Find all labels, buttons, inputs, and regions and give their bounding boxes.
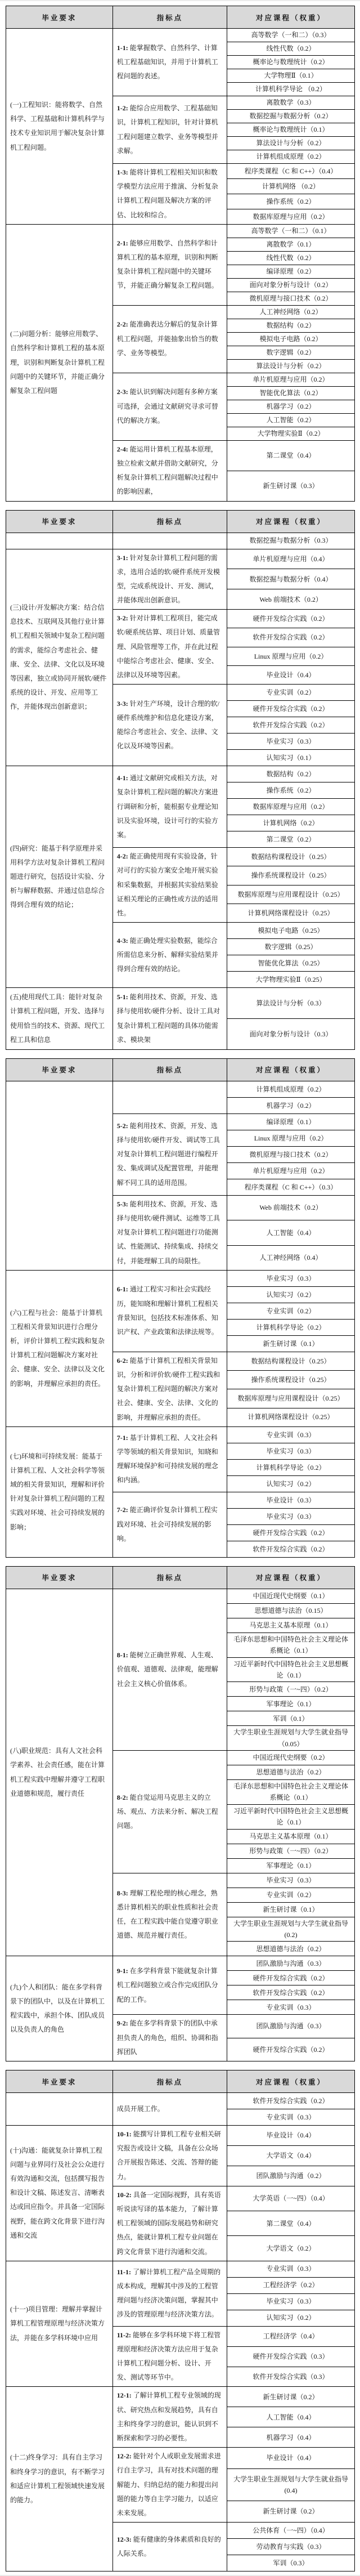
- course-cell: 计算机科学导论（0.2）: [227, 1459, 355, 1475]
- course-cell: 硬件开发综合实践（0.2）: [227, 2038, 355, 2061]
- course-cell: 毕业实习（0.3）: [227, 2293, 355, 2310]
- indicator-text: 理解工程伦理的核心理念，熟悉计算机相关的职业性质和社会责任，在工程实践中能自觉遵守职业道德、规范并履行责任。: [116, 1889, 218, 1940]
- graduation-requirements-table-3: [6, 1058, 355, 1558]
- course-cell: 模拟电子电路（0.25）: [227, 923, 355, 939]
- course-cell: 第二课堂（0.2）: [227, 831, 355, 848]
- indicator-text: 能有健康的身体素质和良好的人际关系。: [116, 2535, 221, 2558]
- course-cell: 认知实习（0.1）: [227, 750, 355, 766]
- indicator-cell: [112, 2387, 227, 2448]
- course-cell: 数据挖掘与数据分析（0.4）: [227, 569, 355, 589]
- course-cell: 形势与政策（一~四）（0.2）: [227, 1682, 355, 1697]
- graduation-requirements-table-4: [6, 1566, 355, 2061]
- course-cell: 军训（0.1）: [227, 1711, 355, 1726]
- course-cell: 软件开发综合实践（0.2）: [227, 717, 355, 734]
- course-cell: 军训（0.3）: [227, 2555, 355, 2571]
- course-cell: 智能优化算法（0.25）: [227, 955, 355, 972]
- course-cell: 智能优化算法（0.2）: [227, 386, 355, 400]
- course-cell: 大学英语（一~四）（0.4）: [227, 2186, 355, 2211]
- course-cell: 专业实训（0.2）: [227, 1888, 355, 1902]
- indicator-number: 10-1:: [116, 2130, 133, 2138]
- course-cell: 硬件开发综合实践（0.2）: [227, 1971, 355, 1985]
- indicator-text: 能掌握数学、自然科学、计算机工程基础知识，并用于计算机工程问题的表述。: [116, 43, 218, 80]
- table-row: [6, 2387, 355, 2407]
- column-header-3: 对应课程（权重）: [227, 2070, 355, 2093]
- indicator-number: 2-3:: [116, 388, 130, 396]
- course-cell: 算法设计与分析（0.2）: [227, 137, 355, 150]
- indicator-cell: [112, 1081, 227, 1113]
- indicator-text: 能准确表达分解后的复杂计算机工程问题，并能抽象出恰当的数学、业务等模型。: [116, 320, 218, 357]
- course-cell: 大学物理实验Ⅱ（0.25）: [227, 972, 355, 988]
- course-cell: 数据挖掘与数据分析（0.2）: [227, 110, 355, 123]
- course-cell: 操作系统课程设计（0.25）: [227, 1371, 355, 1389]
- indicator-number: 11-1:: [116, 2268, 133, 2276]
- indicator-number: 6-1:: [116, 1285, 130, 1294]
- column-header-3: 对应课程（权重）: [227, 1058, 355, 1081]
- indicator-number: 7-1:: [116, 1433, 130, 1442]
- course-cell: 数据结构（0.2）: [227, 766, 355, 782]
- requirement-cell: [6, 2093, 113, 2126]
- table-row: [6, 988, 355, 1019]
- requirement-cell: (三)设计/开发解决方案：结合信息技术、互联网及其他行业计算机工程相关领域中复杂工程问题的需求，能综合考虑社会、健康、安全、法律、文化以及环境等因素，独立或协同开展软/硬件系统的设计、开发、应用等工作，并能体现出创新意识；: [6, 549, 113, 766]
- requirement-cell: (二)问题分析：能够应用数学、自然科学和计算机工程的基本原理，识别和判断复杂计算机工程问题中的关键环节，并能正确分解复杂工程问题: [6, 224, 113, 501]
- course-cell: 面向对象分析与设计（0.3）: [227, 1019, 355, 1050]
- indicator-text: 能正确使用现有实验设备，针对可行的实验方案安全地开展实验和采集数据，并根据其实验结果验证相关理论的正确性或方法的适用性。: [116, 852, 218, 917]
- course-cell: 单片机原理与应用（0.2）: [227, 373, 355, 386]
- indicator-text: 能认识到解决问题有多种方案可选择，会通过文献研究寻求可替代的解决方案。: [116, 388, 218, 424]
- indicator-text: 能够在多学科环境下将工程管理原理和经济决策方法应用于复杂计算机工程问题分析、设计、开发、测试等环节中。: [116, 2331, 221, 2382]
- course-cell: 离散数学（0.1）: [227, 238, 355, 251]
- course-cell: 线性代数（0.2）: [227, 251, 355, 265]
- table-row: [6, 2093, 355, 2109]
- graduation-requirements-table-5: [6, 2070, 355, 2571]
- course-cell: 模拟电子电路（0.2）: [227, 332, 355, 346]
- indicator-number: 8-1:: [116, 1651, 130, 1660]
- indicator-cell: [112, 1195, 227, 1270]
- indicator-text: 能撰写计算机工程专业相关研究报告或设计文稿，具备在公众场合开展报告陈述、交流、答辩的能力。: [116, 2130, 221, 2181]
- table-row: [6, 1589, 355, 1603]
- indicator-number: 12-3:: [116, 2535, 133, 2543]
- course-cell: 人工神经网络（0.4）: [227, 1245, 355, 1270]
- course-cell: 思想道德与法治（0.15）: [227, 1603, 355, 1618]
- course-cell: 计算机网络（0.2）: [227, 815, 355, 831]
- indicator-text: 针对生产环境，设计合理的软/硬件系统维护和信息化建设方案，能综合考虑社会、安全、法律、文化以及环境等因素。: [116, 699, 220, 750]
- indicator-cell: [112, 373, 227, 440]
- column-header-3: 对应课程（权重）: [227, 510, 355, 533]
- course-cell: 大学生职业生涯规划与大学生就业指导(0.4): [227, 2469, 355, 2501]
- column-header-2: 指标点: [112, 2070, 227, 2093]
- course-cell: 习近平新时代中国特色社会主义思想概论（0.1）: [227, 1657, 355, 1682]
- course-cell: 第二课堂（0.4）: [227, 2211, 355, 2236]
- requirement-cell: (七)环境和可持续发展：能基于计算机工程、人文社会科学等领域的相关背景知识，理解和评价针对复杂计算机工程问题的工程实践对环境、社会可持续发展的影响；: [6, 1426, 113, 1557]
- column-header-2: 指标点: [112, 510, 227, 533]
- requirement-cell: (十一)项目管理：理解并掌握计算机工程管理原理与经济决策方法，并能在多学科环境中应用: [6, 2261, 113, 2387]
- indicator-text: 能利用技术、资源，开发、选择与使用软/硬件分析、设计工具对复杂计算机工程问题的具体功能需求、模块架: [116, 993, 220, 1044]
- course-cell: 大学生职业生涯规划与大学生就业指导(0.2): [227, 1917, 355, 1942]
- course-cell: 毛泽东思想和中国特色社会主义理论体系概论（0.1）: [227, 1780, 355, 1805]
- indicator-cell: [112, 164, 227, 225]
- document-page: [0, 1, 360, 2575]
- course-cell: 操作系统（0.2）: [227, 782, 355, 799]
- requirement-cell: [6, 533, 113, 549]
- indicator-cell: [112, 685, 227, 766]
- course-cell: 数据库原理与应用（0.2）: [227, 799, 355, 815]
- indicator-cell: [112, 549, 227, 610]
- course-cell: 大学物理Ⅱ（0.1）: [227, 69, 355, 83]
- course-cell: 人工智能（0.4）: [227, 1220, 355, 1245]
- course-cell: 硬件开发综合实践（0.2）: [227, 610, 355, 628]
- course-cell: 大学语文（0.2）: [227, 2236, 355, 2261]
- course-cell: 计算机网络课程设计（0.25）: [227, 1408, 355, 1426]
- course-cell: 微机原理与接口技术（0.2）: [227, 292, 355, 305]
- table-row: [6, 1956, 355, 1971]
- header-row: [6, 6, 355, 29]
- course-cell: Linux 原理与应用（0.2）: [227, 647, 355, 665]
- indicator-number: 3-3:: [116, 699, 130, 708]
- course-cell: 新生研讨课（0.1）: [227, 1902, 355, 1917]
- table-row: [6, 766, 355, 782]
- course-cell: 高等数学（一和二）（0.1）: [227, 224, 355, 238]
- indicator-cell: [112, 2186, 227, 2261]
- course-cell: 机器学习（0.2）: [227, 400, 355, 413]
- requirement-cell: (五)使用现代工具：能针对复杂计算机工程问题，开发、选择与使用恰当的技术、资源、现代工程工具和信息: [6, 988, 113, 1050]
- indicator-number: 7-2:: [116, 1506, 130, 1514]
- indicator-text: 能利用技术、资源，开发、选择与使用软/硬件测试、运维等工具对复杂计算机工程问题进行功能测试、性能测试、持续集成、持续交付，并能理解工具的局限性。: [116, 1200, 220, 1265]
- course-cell: 毕业实习（0.3）: [227, 734, 355, 750]
- course-cell: 新生研讨课（0.1）: [227, 1335, 355, 1352]
- indicator-number: 9-1:: [116, 1967, 130, 1975]
- course-cell: Linux 原理与应用（0.2）: [227, 1130, 355, 1146]
- indicator-number: 1-3:: [116, 168, 130, 176]
- indicator-cell: [112, 1270, 227, 1352]
- course-cell: 计算机组成原理（0.2）: [227, 150, 355, 164]
- course-cell: 计算机科学导论（0.2）: [227, 1319, 355, 1335]
- column-header-1: 毕业要求: [6, 1058, 113, 1081]
- course-cell: 毕业实习（0.3）: [227, 1443, 355, 1459]
- course-cell: 专业实训（0.2）: [227, 685, 355, 701]
- column-header-2: 指标点: [112, 1058, 227, 1081]
- course-cell: 线性代数（0.2）: [227, 42, 355, 56]
- course-cell: 马克思主义基本原理（0.1）: [227, 1829, 355, 1844]
- indicator-number: 2-1:: [116, 239, 130, 247]
- indicator-number: 12-1:: [116, 2391, 133, 2400]
- course-cell: 毕业实习（0.3）: [227, 1270, 355, 1286]
- indicator-text: 能利用技术、资源，开发、选择与使用软/硬件开发、调试等工具对复杂计算机工程问题进行编程开发、集成调试及配置管理，并能理解不同工具的适用范围。: [116, 1121, 220, 1187]
- course-cell: 算法设计与分析（0.3）: [227, 988, 355, 1019]
- course-cell: 硬件开发综合实践（0.2）: [227, 1524, 355, 1541]
- table-row: [6, 549, 355, 569]
- course-cell: 概率论与数理统计（0.1）: [227, 123, 355, 137]
- indicator-number: 4-2:: [116, 852, 130, 861]
- course-cell: Web 前端技术（0.2）: [227, 589, 355, 610]
- course-cell: 新生研讨课（0.2）: [227, 2501, 355, 2523]
- indicator-cell: [112, 2326, 227, 2387]
- course-cell: 工程经济学（0.4）: [227, 2326, 355, 2346]
- indicator-text: 能综合应用数学、工程基础知识，计算机工程知识，针对计算机工程问题建立数学、业务等模型并求解。: [116, 104, 218, 155]
- indicator-cell: [112, 1352, 227, 1426]
- indicator-cell: [112, 305, 227, 373]
- course-cell: 第二课堂（0.4）: [227, 440, 355, 471]
- course-cell: 人工智能（0.2）: [227, 413, 355, 427]
- course-cell: 操作系统课程设计（0.25）: [227, 866, 355, 885]
- indicator-text: 能基于计算机工程相关背景知识，分析和评价软/硬件工程实践和复杂计算机工程问题的解决方案对社会、健康、安全、法律、文化的影响，并理解应承担的责任。: [116, 1356, 220, 1421]
- column-header-1: 毕业要求: [6, 1566, 113, 1589]
- indicator-text: 针对复杂计算机工程问题的需求，选用合适的软/硬件系统开发模型，完成系统设计、开发、测试，并能体现出创新意识。: [116, 553, 220, 605]
- header-row: [6, 2070, 355, 2093]
- table-row: [6, 533, 355, 549]
- indicator-number: 4-3:: [116, 936, 130, 945]
- indicator-cell: [112, 1873, 227, 1956]
- indicator-text: 了解计算机工程专业领域的现状、研究热点和发展趋势，具有自主和终身学习的意识，能认识到不断探索和学习的必要性。: [116, 2391, 221, 2442]
- course-cell: 认知实习（0.2）: [227, 1286, 355, 1303]
- course-cell: 大学生职业生涯规划与大学生就业指导（0.05）: [227, 1726, 355, 1751]
- indicator-text: 针对计算机工程项目，能完成软/硬系统估算、项目计划、质量管理、风险管理等工作，并在此过程中能综合考虑社会、健康、安全、法律以及环境等因素。: [116, 614, 220, 679]
- indicator-number: 4-1:: [116, 774, 130, 782]
- course-cell: 程序类课程（C 和 C++）（0.3）: [227, 1179, 355, 1195]
- indicator-number: 5-3:: [116, 1200, 130, 1208]
- indicator-cell: [112, 224, 227, 305]
- course-cell: 软件开发综合实践（0.2）: [227, 1541, 355, 1557]
- indicator-number: 1-1:: [116, 43, 130, 52]
- course-cell: 软件开发综合实践（0.2）: [227, 628, 355, 647]
- indicator-cell: [112, 1113, 227, 1195]
- course-cell: 机器学习（0.2）: [227, 1097, 355, 1113]
- indicator-cell: [112, 988, 227, 1050]
- indicator-text: 能正确处理实验数据，能综合所需信息来分析、解释实验结果并得到合理有效的结论。: [116, 936, 218, 973]
- course-cell: 团队激励与沟通（0.3）: [227, 1956, 355, 1971]
- indicator-cell: [112, 2093, 227, 2126]
- indicator-cell: [112, 2523, 227, 2571]
- course-cell: 计算机网络课程设计（0.25）: [227, 904, 355, 922]
- requirement-cell: [6, 1081, 113, 1270]
- course-cell: 专业实训（0.3）: [227, 2109, 355, 2126]
- indicator-text: 能针对个人或职业发展需求进行自主学习，具有对技术问题的理解能力、归纳总结的能力和提出问题的能力等自主学习能力，以适应未来发展。: [116, 2452, 221, 2517]
- indicator-cell: [112, 1956, 227, 2015]
- course-cell: 单片机原理与应用（0.2）: [227, 1162, 355, 1179]
- course-cell: 编译原理（0.2）: [227, 265, 355, 278]
- course-cell: 形势与政策（一~四）（0.2）: [227, 1844, 355, 1858]
- indicator-text: 能自觉运用马克思主义的立场、观点、方法来分析、解决工程问题。: [116, 1793, 218, 1830]
- course-cell: 专业实训（0.3）: [227, 2000, 355, 2015]
- table-row: [6, 1270, 355, 1286]
- indicator-number: 12-2:: [116, 2452, 133, 2461]
- requirement-cell: (六)工程与社会：能基于计算机工程相关背景知识进行合理分析，评价计算机工程实践和复杂计算机工程问题解决方案对社会、健康、安全、法律以及文化的影响，并理解应承担的责任。: [6, 1270, 113, 1426]
- course-cell: 大学语文（0.4）: [227, 2145, 355, 2166]
- column-header-3: 对应课程（权重）: [227, 1566, 355, 1589]
- course-cell: 专业实训（0.3）: [227, 1426, 355, 1443]
- course-cell: 计算机科学导论 （0.2）: [227, 83, 355, 96]
- course-cell: 工程经济学（0.2）: [227, 2277, 355, 2293]
- indicator-cell: [112, 533, 227, 549]
- table-row: [6, 1426, 355, 1443]
- course-cell: 专业实训（0.3）: [227, 2261, 355, 2277]
- course-cell: 公共体育（一~四）（0.4）: [227, 2523, 355, 2539]
- indicator-cell: [112, 2261, 227, 2326]
- column-header-3: 对应课程（权重）: [227, 6, 355, 29]
- course-cell: 中国近现代史纲要（0.2）: [227, 1751, 355, 1765]
- course-cell: 人工神经网络（0.2）: [227, 305, 355, 319]
- course-cell: 团队激励与沟通（0.2）: [227, 2166, 355, 2186]
- course-cell: 毕业设计（0.4）: [227, 2448, 355, 2469]
- course-cell: 软件开发综合实践（0.2）: [227, 1985, 355, 2000]
- indicator-cell: [112, 1751, 227, 1873]
- indicator-cell: [112, 610, 227, 685]
- indicator-text: 了解计算机工程产品全周期的成本构成，理解其中涉及的工程管理问题与经济决策问题，掌握其中涉及的管理原理与经济决策方法。: [116, 2268, 221, 2319]
- indicator-cell: [112, 766, 227, 848]
- course-cell: 程序类课程（C 和 C++）（0.4）: [227, 164, 355, 179]
- indicator-number: 2-4:: [116, 445, 130, 453]
- course-cell: 认知实习（0.2）: [227, 2310, 355, 2326]
- indicator-number: 3-2:: [116, 614, 130, 623]
- indicator-number: 9-2:: [116, 2019, 130, 2028]
- indicator-number: 1-2:: [116, 104, 130, 113]
- requirement-cell: (十二)终身学习：具有自主学习和终身学习的意识，有不断学习和适应计算机工程领域快速发展的能力。: [6, 2387, 113, 2571]
- requirement-cell: (四)研究：能基于科学原理并采用科学方法对复杂计算机工程问题进行研究，包括设计实验、分析与解释数据、并通过信息综合得到合理有效的结论；: [6, 766, 113, 988]
- indicator-text: 成员开展工作。: [116, 2104, 164, 2113]
- course-cell: 面向对象分析与设计（0.2）: [227, 278, 355, 292]
- table-row: [6, 2261, 355, 2277]
- graduation-requirements-table-1: [6, 6, 355, 502]
- indicator-cell: [112, 1426, 227, 1492]
- course-cell: 软件开发综合实践（0.2）: [227, 2093, 355, 2109]
- indicator-number: 6-2:: [116, 1356, 130, 1365]
- course-cell: 编译原理（0.1）: [227, 1113, 355, 1130]
- course-cell: 新生研讨课（0.2）: [227, 2387, 355, 2407]
- course-cell: 硬件开发综合实践（0.3）: [227, 2346, 355, 2367]
- course-cell: 中国近现代史纲要（0.1）: [227, 1589, 355, 1603]
- course-cell: 人工智能（0.4）: [227, 2407, 355, 2427]
- indicator-text: 具备一定国际视野，具有英语听说读写译的基本能力，了解计算机工程领域的国际发展趋势和研究热点，能就计算机工程专业问题在跨文化背景下进行沟通和交流。: [116, 2190, 221, 2256]
- indicator-cell: [112, 29, 227, 96]
- indicator-number: 5-2:: [116, 1121, 130, 1130]
- requirement-cell: (八)职业规范：具有人文社会科学素养、社会责任感，能在计算机工程实践中理解并遵守工程职业道德和规范，履行责任: [6, 1589, 113, 1956]
- column-header-1: 毕业要求: [6, 510, 113, 533]
- table-row: [6, 29, 355, 42]
- course-cell: 概率论与数理统计（0.2）: [227, 56, 355, 69]
- course-cell: 马克思主义基本原理（0.1）: [227, 1618, 355, 1633]
- course-cell: 单片机原理与应用（0.4）: [227, 549, 355, 569]
- course-cell: 团队激励与沟通（0.3）: [227, 2015, 355, 2038]
- course-cell: 新生研讨课（0.3）: [227, 471, 355, 501]
- graduation-requirements-table-2: [6, 510, 355, 1050]
- course-cell: 毕业实习（0.3）: [227, 1508, 355, 1524]
- course-cell: 数据库原理与应用课程设计（0.25）: [227, 1389, 355, 1408]
- indicator-text: 能运用计算机工程基本原理，独立检索文献并借助文献研究，分析复杂计算机工程问题解决过程中的影响因素，: [116, 445, 218, 496]
- indicator-text: 通过工程实习和社会实践经历，能知晓和理解计算机工程相关背景知识，包括技术标准体系、知识产权、产业政策和法律法规等。: [116, 1285, 218, 1336]
- indicator-cell: [112, 1492, 227, 1557]
- course-cell: 数字逻辑（0.25）: [227, 939, 355, 955]
- course-cell: 计算机组成原理（0.2）: [227, 1081, 355, 1097]
- indicator-number: 11-2:: [116, 2331, 133, 2339]
- course-cell: 毕业实习（0.3）: [227, 1873, 355, 1888]
- course-cell: 习近平新时代中国特色社会主义思想概论（0.1）: [227, 1804, 355, 1829]
- column-header-2: 指标点: [112, 1566, 227, 1589]
- column-header-2: 指标点: [112, 6, 227, 29]
- course-cell: 数据挖掘与数据分析（0.3）: [227, 533, 355, 549]
- course-cell: 软件开发综合实践（0.3）: [227, 2367, 355, 2387]
- indicator-text: 能够应用数学、自然科学和计算机工程的基本原理，识别和判断复杂计算机工程问题中的关键环节，并能正确分解复杂工程问题。: [116, 239, 218, 290]
- indicator-number: 8-2:: [116, 1793, 130, 1801]
- indicator-text: 能在多学科背景下的团队中承担负责人的角色，组织、协调和指挥团队: [116, 2019, 218, 2056]
- course-cell: 操作系统（0.2）: [227, 194, 355, 209]
- course-cell: 军事理论（0.1）: [227, 1858, 355, 1873]
- header-row: [6, 1566, 355, 1589]
- course-cell: 毕业设计（0.3）: [227, 1492, 355, 1508]
- course-cell: 数据结构课程设计（0.25）: [227, 848, 355, 866]
- course-cell: 军事理论（0.1）: [227, 1697, 355, 1711]
- course-cell: 数据结构课程设计（0.25）: [227, 1352, 355, 1370]
- course-cell: 数据库原理与应用课程设计（0.25）: [227, 885, 355, 904]
- course-cell: 大学物理实验Ⅱ（0.2）: [227, 427, 355, 440]
- course-cell: 思想道德与法治（0.2）: [227, 1942, 355, 1956]
- course-cell: 数字逻辑（0.2）: [227, 346, 355, 359]
- requirement-cell: (九)个人和团队：能在多学科背景下的团队中，以及在计算机工程实践中，承担个体、团队成员以及负责人的角色: [6, 1956, 113, 2061]
- course-cell: 离散数学（0.3）: [227, 96, 355, 110]
- indicator-cell: [112, 923, 227, 988]
- indicator-cell: [112, 2448, 227, 2523]
- indicator-cell: [112, 1589, 227, 1750]
- indicator-cell: [112, 440, 227, 501]
- indicator-text: 基于计算机工程、人文社会科学等领域的相关背景知识，知晓和理解环境保护和可持续发展的理念和内涵。: [116, 1433, 218, 1484]
- table-row: [6, 224, 355, 238]
- course-cell: Web 前端技术（0.2）: [227, 1195, 355, 1220]
- table-row: [6, 1081, 355, 1097]
- course-cell: 数据库原理与应用（0.2）: [227, 209, 355, 224]
- indicator-cell: [112, 2126, 227, 2186]
- course-cell: 数据结构（0.2）: [227, 319, 355, 332]
- indicator-text: 能将计算机工程相关知识和数学模型方法应用于推演、分析复杂计算机工程问题及解决方案的评估、比较和综合。: [116, 168, 218, 219]
- course-cell: 认知实习（0.2）: [227, 1475, 355, 1492]
- column-header-1: 毕业要求: [6, 2070, 113, 2093]
- course-cell: 劳动教育与实践（0.3）: [227, 2539, 355, 2555]
- indicator-text: 在多学科背景下能就复杂计算机工程问题独立或合作完成团队分配的工作。: [116, 1967, 218, 2003]
- requirement-cell: (十)沟通：能就复杂计算机工程问题与业界同行及社会公众进行有效沟通和交流，包括撰写报告和设计文稿、陈述发言、清晰表达或回应指令。并具备一定国际视野，能在跨文化背景下进行沟通和交流: [6, 2126, 113, 2261]
- course-cell: 机器学习（0.4）: [227, 2427, 355, 2448]
- course-cell: 专业实训（0.2）: [227, 1303, 355, 1319]
- course-cell: 毕业设计（0.4）: [227, 2126, 355, 2146]
- indicator-text: 能树立正确世界观、人生观、价值观、道德观、法律观，能理解社会主义核心价值体系。: [116, 1651, 218, 1688]
- indicator-text: 通过文献研究或相关方法，对复杂计算机工程问题的解决方案进行调研和分析，能根据专业理论知识及实验环境，设计可行的实验方案。: [116, 774, 218, 839]
- indicator-text: 能正确评价复杂计算机工程实践对环境、社会可持续发展的影响。: [116, 1506, 218, 1542]
- indicator-number: 8-3:: [116, 1889, 130, 1897]
- course-cell: 计算机网络 （0.2）: [227, 178, 355, 194]
- header-row: [6, 510, 355, 533]
- requirement-cell: (一)工程知识：能将数学、自然科学、工程基础和计算机科学与技术专业知识用于解决复杂计算机工程问题。: [6, 29, 113, 225]
- course-cell: 算法设计与分析（0.2）: [227, 359, 355, 373]
- indicator-cell: [112, 848, 227, 923]
- course-cell: 毛泽东思想和中国特色社会主义理论体系概论（0.1）: [227, 1633, 355, 1657]
- course-cell: 硬件开发综合实践（0.2）: [227, 701, 355, 717]
- indicator-number: 2-2:: [116, 320, 130, 329]
- indicator-cell: [112, 96, 227, 164]
- indicator-number: 5-1:: [116, 993, 130, 1001]
- course-cell: 高等数学（一和二）（0.3）: [227, 29, 355, 42]
- table-row: [6, 2126, 355, 2146]
- indicator-number: 10-2:: [116, 2190, 133, 2199]
- indicator-number: 3-1:: [116, 553, 130, 562]
- indicator-cell: [112, 2015, 227, 2061]
- course-cell: 微机原理与接口技术（0.2）: [227, 1146, 355, 1162]
- course-cell: 思想道德与法治（0.2）: [227, 1765, 355, 1780]
- header-row: [6, 1058, 355, 1081]
- column-header-1: 毕业要求: [6, 6, 113, 29]
- course-cell: 毕业设计（0.4）: [227, 665, 355, 684]
